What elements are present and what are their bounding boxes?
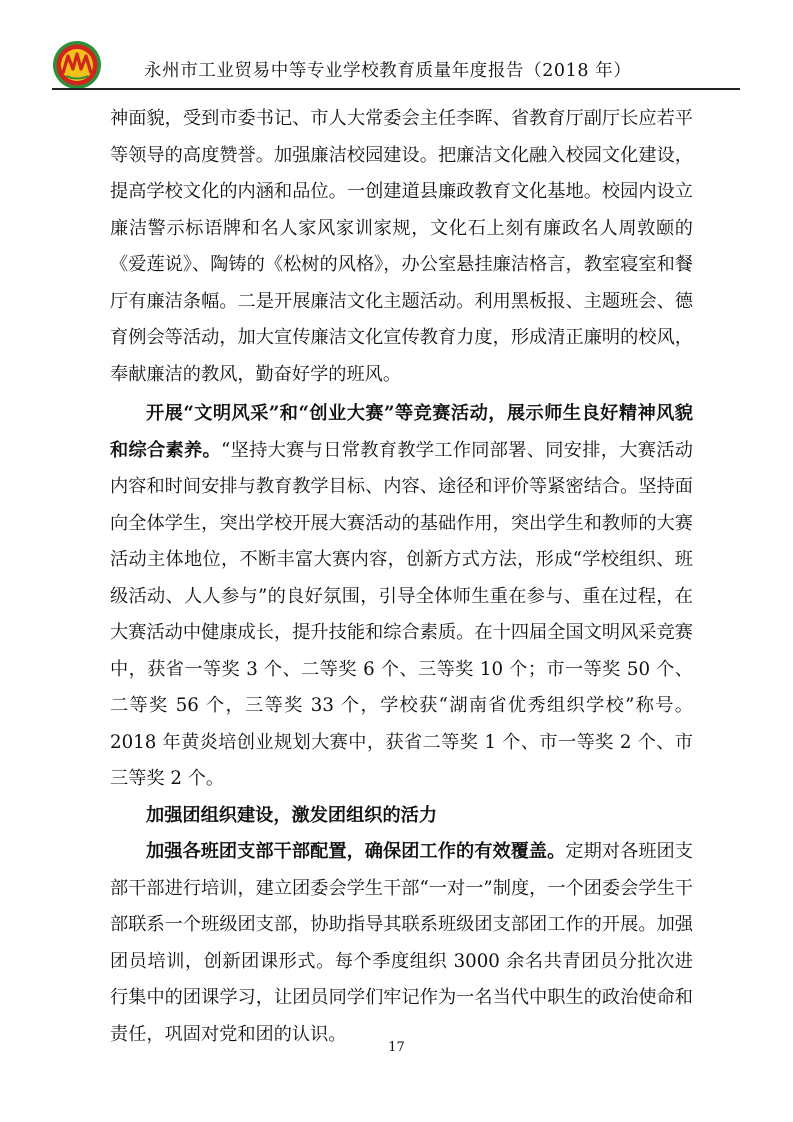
report-title: 永州市工业贸易中等专业学校教育质量年度报告（2018 年）	[144, 61, 632, 81]
page-header	[52, 40, 740, 88]
page-number: 17	[388, 1040, 405, 1055]
page-body	[110, 101, 693, 1053]
school-logo-icon	[52, 40, 102, 90]
paragraph-clean-campus: 神面貌，受到市委书记、市人大常委会主任李晖、省教育厅副厅长应若平等领导的高度赞誉。加强廉洁校园建设。把廉洁文化融入校园文化建设，提高学校文化的内涵和品位。一创建道县廉政教育文化基地。校园内设立廉洁警示标语牌和名人家风家训家规，文化石上刻有廉政名人周敦颐的《爱莲说》、陶铸的《松树的风格》，办公室悬挂廉洁格言，教室寝室和餐厅有廉洁条幅。二是开展廉洁文化主题活动。利用黑板报、主题班会、德育例会等活动，加大宣传廉洁文化宣传教育力度，形成清正廉明的校风，奉献廉洁的教风，勤奋好学的班风。	[110, 108, 693, 385]
paragraph-league-branches	[110, 834, 693, 1053]
paragraph-lead-league: 加强各班团支部干部配置，确保团工作的有效覆盖。	[146, 841, 566, 862]
section-heading-league: 加强团组织建设，激发团组织的活力	[146, 804, 438, 826]
paragraph-competitions	[110, 396, 693, 798]
paragraph-text-competitions: “坚持大赛与日常教育教学工作同部署、同安排，大赛活动内容和时间安排与教育教学目标、内容、途径和评价等紧密结合。坚持面向全体学生，突出学校开展大赛活动的基础作用，突出学生和教师的大赛活动主体地位，不断丰富大赛内容，创新方式方法，形成“学校组织、班级活动、人人参与”的良好氛围，引导全体师生重在参与、重在过程，在大赛活动中健康成长，提升技能和综合素质。在十四届全国文明风采竞赛中，获省一等奖 3 个、二等奖 6 个、三等奖 10 个；市一等奖 50 个、二等奖 56 个，三等奖 33 个，学校获“湖南省优秀组织学校”称号。2018 年黄炎培创业规划大赛中，获省二等奖 1 个、市一等奖 2 个、市三等奖 2 个。	[110, 439, 693, 789]
header-divider	[52, 88, 740, 90]
paragraph-lead-competitions: 开展“文明风采”和“创业大赛”等竞赛活动，展示师生良好精神风貌和综合素养。	[110, 403, 693, 461]
paragraph-text-league: 定期对各班团支部干部进行培训，建立团委会学生干部“一对一”制度，一个团委会学生干部联系一个班级团支部，协助指导其联系班级团支部团工作的开展。加强团员培训，创新团课形式。每个季度组织 3000 余名共青团员分批次进行集中的团课学习，让团员同学们牢记作为一名当代中职生的政治使命和责任，巩固对党和团的认识。	[110, 841, 693, 1045]
